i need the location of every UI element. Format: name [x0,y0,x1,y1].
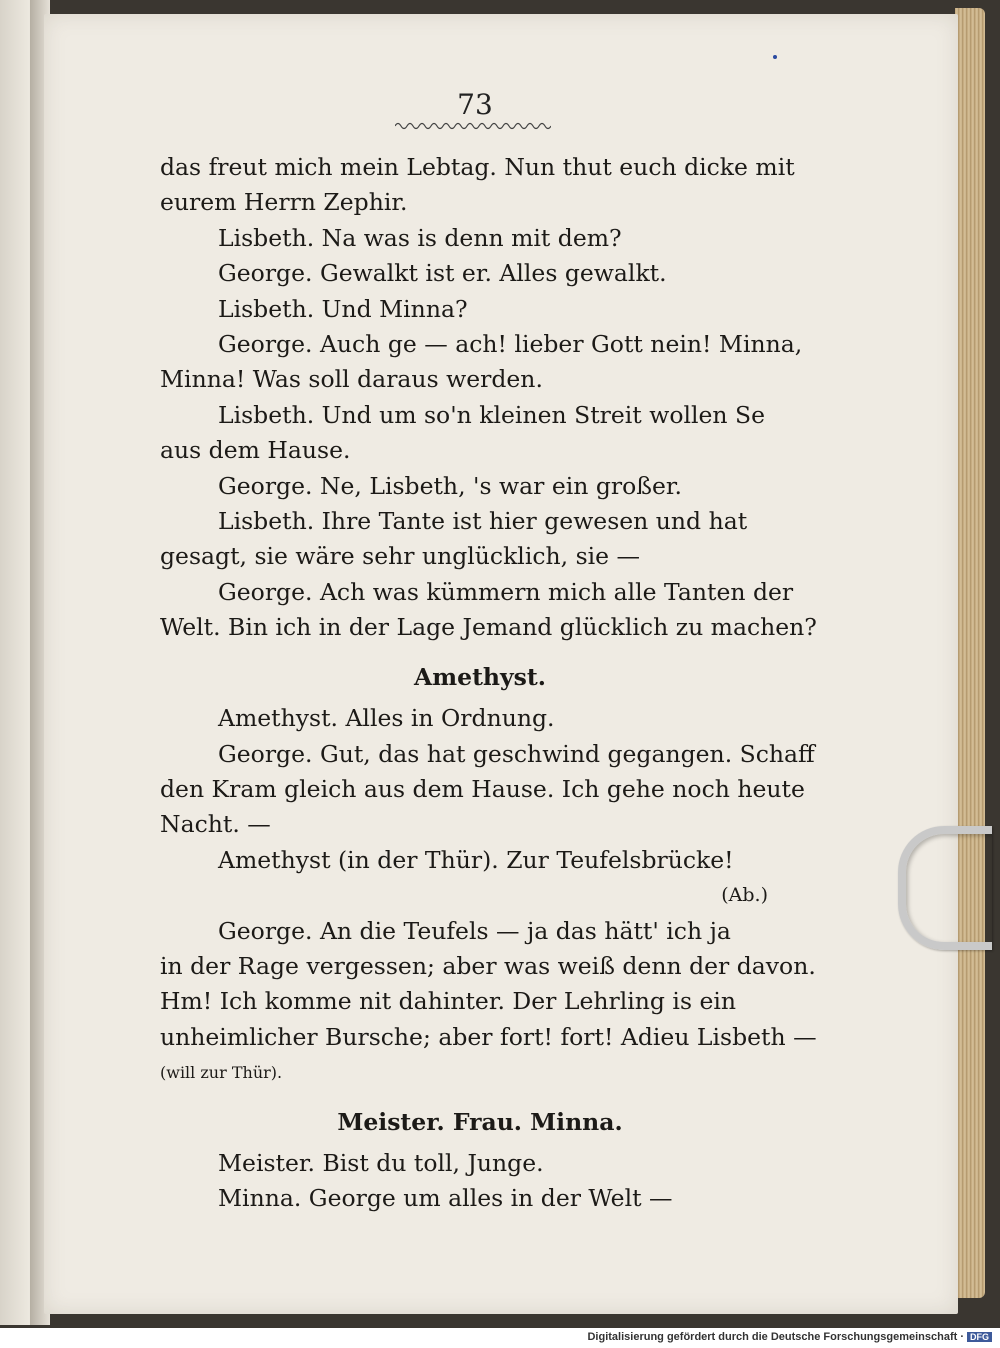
text-line: Amethyst (in der Thür). Zur Teufelsbrücke! [218,845,734,874]
text-line: George. Gut, das hat geschwind gegangen. Schaff [218,739,815,768]
text-line: George. Ne, Lisbeth, 's war ein großer. [218,471,683,500]
text-line: gesagt, sie wäre sehr unglücklich, sie — [160,542,641,571]
text-line: Minna! Was soll daraus werden. [160,365,543,394]
text-line: Lisbeth. Und Minna? [218,294,468,323]
text-line: (will zur Thür). [160,1063,283,1083]
text-line: Lisbeth. Ihre Tante ist hier gewesen und hat [218,507,748,536]
text-line: das freut mich mein Lebtag. Nun thut euch dicke mit [160,153,795,181]
text-line: in der Rage vergessen; aber was weiß denn der davon. [160,951,816,980]
text-line: unheimlicher Bursche; aber fort! fort! Adieu Lisbeth — [160,1022,817,1051]
text-line: Meister. Bist du toll, Junge. [218,1148,544,1177]
dfg-logo: DFG [967,1332,992,1342]
text-line: Minna. George um alles in der Welt — [218,1184,673,1213]
text-line: den Kram gleich aus dem Hause. Ich gehe noch heute [160,774,805,803]
text-line: Hm! Ich komme nit dahinter. Der Lehrling is ein [160,987,737,1016]
text-line: George. Auch ge — ach! lieber Gott nein! Minna, [218,330,803,359]
text-line: Nacht. — [160,810,271,839]
page-number: 73 [457,88,493,121]
text-line: Welt. Bin ich in der Lage Jemand glücklich zu machen? [160,613,817,642]
page-text [160,150,817,1217]
footer-credit: Digitalisierung gefördert durch die Deutsche Forschungsgemeinschaft · [587,1331,964,1343]
scene-heading: Meister. Frau. Minna. [337,1107,623,1136]
text-line: George. Gewalkt ist er. Alles gewalkt. [218,259,667,288]
text-line: aus dem Hause. [160,436,351,465]
text-line: George. An die Teufels — ja das hätt' ich ja [218,916,731,945]
text-line: Lisbeth. Na was is denn mit dem? [218,223,622,252]
ink-dot [773,55,777,59]
page-edges [955,8,985,1298]
paper-clip-icon [898,826,992,950]
text-line: Amethyst. Alles in Ordnung. [218,704,555,733]
text-line: (Ab.) [721,884,768,907]
text-line: Lisbeth. Und um so'n kleinen Streit wollen Se [218,400,766,429]
text-line: George. Ach was kümmern mich alle Tanten der [218,577,794,606]
wavy-ornament-icon [395,120,551,132]
scene-heading: Amethyst. [414,662,546,691]
text-line: eurem Herrn Zephir. [160,188,408,217]
